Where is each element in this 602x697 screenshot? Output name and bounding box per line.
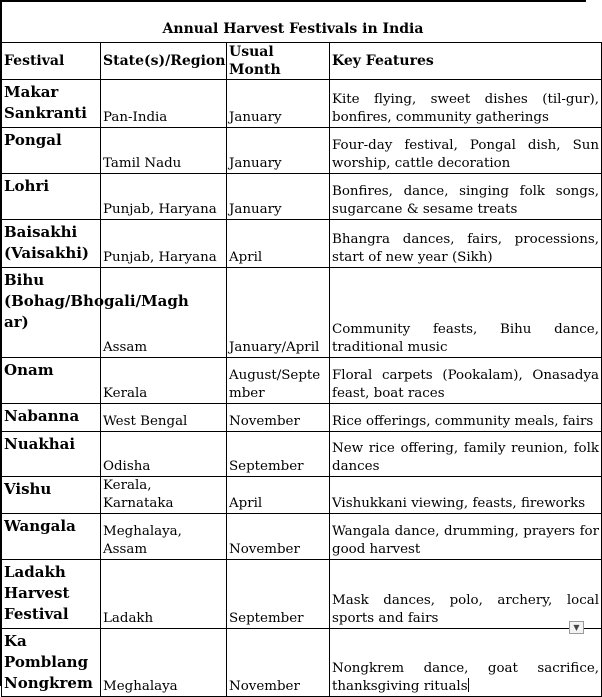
table-row (2, 220, 602, 268)
header-region[interactable]: State(s)/Region (101, 43, 227, 80)
cell-festival[interactable]: Vishu (2, 477, 101, 514)
cell-region[interactable]: Ladakh (101, 560, 227, 629)
cell-festival[interactable]: Ka Pomblang Nongkrem (2, 629, 101, 697)
cell-features[interactable]: Vishukkani viewing, feasts, fireworks (330, 477, 602, 514)
cell-month[interactable]: January (227, 128, 330, 174)
table-row (2, 514, 602, 560)
cell-region[interactable]: Pan-India (101, 80, 227, 128)
table-row (2, 432, 602, 477)
table-row (2, 80, 602, 128)
cell-features[interactable]: New rice offering, family reunion, folk dances (330, 432, 602, 477)
table-row (2, 358, 602, 404)
cell-month[interactable]: April (227, 477, 330, 514)
cell-region[interactable]: Meghalaya (101, 629, 227, 697)
table-title: Annual Harvest Festivals in India (162, 21, 424, 37)
table-row (2, 404, 602, 432)
cell-month[interactable]: January (227, 80, 330, 128)
cell-features[interactable]: Rice offerings, community meals, fairs (330, 404, 602, 432)
cell-month[interactable]: November (227, 404, 330, 432)
cell-festival[interactable]: Nuakhai (2, 432, 101, 477)
cell-features[interactable]: Bonfires, dance, singing folk songs, sugarcane & sesame treats (330, 174, 602, 220)
text-cursor (468, 678, 469, 692)
cell-features[interactable]: Bhangra dances, fairs, processions, start of new year (Sikh) (330, 220, 602, 268)
cell-region[interactable]: Punjab, Haryana (101, 220, 227, 268)
header-row (2, 43, 602, 80)
cell-features[interactable]: Wangala dance, drumming, prayers for good harvest (330, 514, 602, 560)
table-row (2, 174, 602, 220)
cell-festival[interactable]: Lohri (2, 174, 101, 220)
cell-month[interactable]: November (227, 629, 330, 697)
cell-month[interactable]: January (227, 174, 330, 220)
cell-features[interactable]: Floral carpets (Pookalam), Onasadya feast, boat races (330, 358, 602, 404)
table-row (2, 477, 602, 514)
cell-region[interactable]: Kerala (101, 358, 227, 404)
cell-region[interactable]: Assam (101, 268, 227, 358)
table-row (2, 268, 602, 358)
table-row (2, 128, 602, 174)
cell-festival[interactable]: Makar Sankranti (2, 80, 101, 128)
cell-region[interactable]: Punjab, Haryana (101, 174, 227, 220)
cell-features[interactable]: Mask dances, polo, archery, local sports and fairs (330, 560, 602, 629)
cell-month[interactable]: August/Septe mber (227, 358, 330, 404)
cell-month[interactable]: September (227, 560, 330, 629)
header-features[interactable]: Key Features (330, 43, 602, 80)
cell-festival[interactable]: Onam (2, 358, 101, 404)
cell-features[interactable]: Kite flying, sweet dishes (til-gur), bonfires, community gatherings (330, 80, 602, 128)
cell-features[interactable]: Nongkrem dance, goat sacrifice, thanksgiving rituals (330, 629, 602, 697)
cell-region[interactable]: Meghalaya, Assam (101, 514, 227, 560)
cell-region[interactable]: Odisha (101, 432, 227, 477)
sheet-border-top (0, 0, 586, 2)
cell-month[interactable]: November (227, 514, 330, 560)
cell-region[interactable]: West Bengal (101, 404, 227, 432)
cell-region[interactable]: Tamil Nadu (101, 128, 227, 174)
header-month[interactable]: Usual Month (227, 43, 330, 80)
cell-region[interactable]: Kerala, Karnataka (101, 477, 227, 514)
cell-features[interactable]: Four-day festival, Pongal dish, Sun worship, cattle decoration (330, 128, 602, 174)
header-festival[interactable]: Festival (2, 43, 101, 80)
cell-month[interactable]: January/April (227, 268, 330, 358)
cell-festival[interactable]: Baisakhi (Vaisakhi) (2, 220, 101, 268)
cell-festival[interactable]: Nabanna (2, 404, 101, 432)
cell-features[interactable]: Community feasts, Bihu dance, traditional music (330, 268, 602, 358)
cell-festival[interactable]: Bihu (Bohag/Bhogali/Magh ar) (2, 268, 101, 358)
cell-month[interactable]: April (227, 220, 330, 268)
cell-festival[interactable]: Pongal (2, 128, 101, 174)
table-row (2, 560, 602, 629)
chevron-down-icon[interactable]: ▼ (569, 621, 584, 634)
festivals-table (1, 42, 602, 697)
table-row (2, 629, 602, 697)
cell-festival[interactable]: Wangala (2, 514, 101, 560)
cell-month[interactable]: September (227, 432, 330, 477)
cell-festival[interactable]: Ladakh Harvest Festival (2, 560, 101, 629)
